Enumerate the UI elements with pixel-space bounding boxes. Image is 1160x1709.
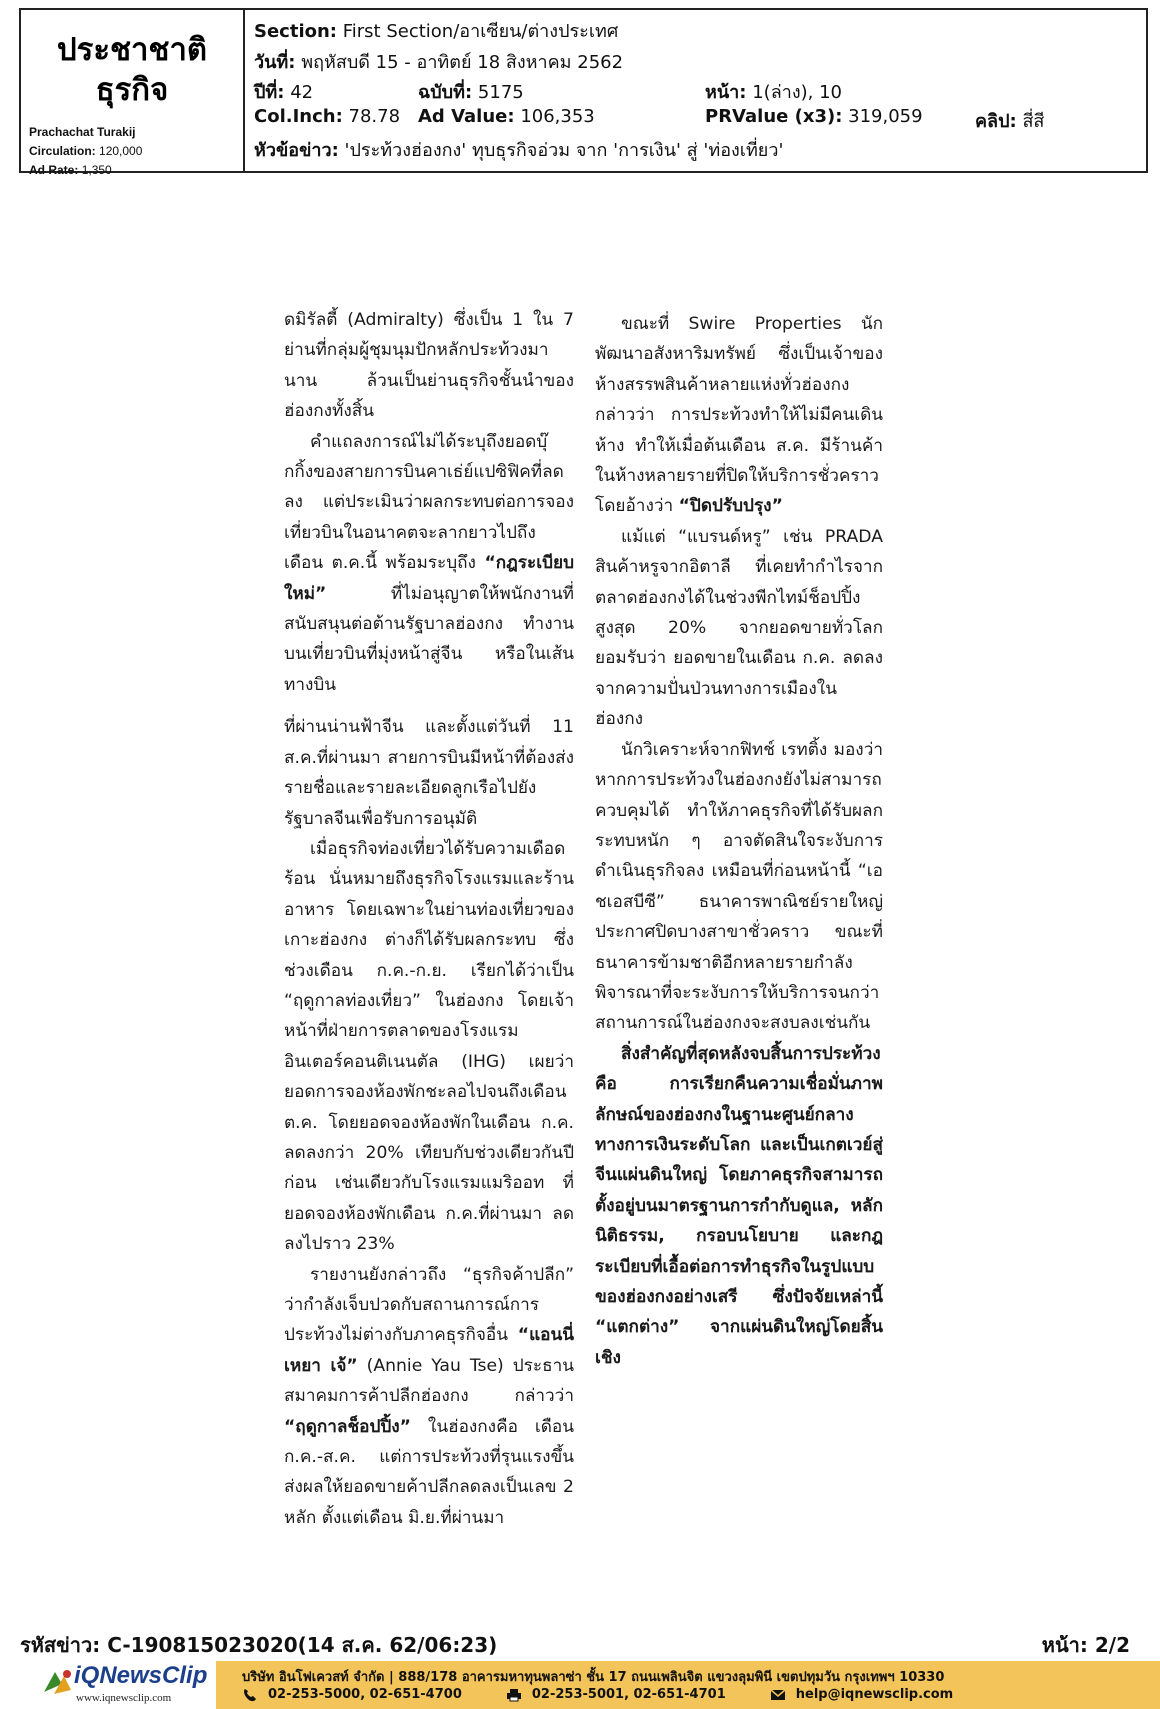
article-column-left	[284, 305, 574, 1533]
ad-rate: Ad Rate: 1,350	[29, 163, 112, 177]
section-row: Section: First Section/อาเซียน/ต่างประเทศ	[254, 21, 619, 42]
headline-row: หัวข้อข่าว: 'ประท้วงฮ่องกง' ทุบธุรกิจอ่วม จาก 'การเงิน' สู่ 'ท่องเที่ยว'	[254, 140, 784, 161]
iqnewsclip-logo	[40, 1662, 210, 1708]
colinch-field: Col.Inch: 78.78	[254, 106, 401, 127]
prvalue-field: PRValue (x3): 319,059	[705, 106, 923, 127]
phone-icon	[242, 1688, 258, 1702]
circulation: Circulation: 120,000	[29, 144, 143, 158]
publication-meta	[29, 123, 142, 180]
logo-url: www.iqnewsclip.com	[76, 1692, 172, 1704]
company-address: บริษัท อินโฟเควสท์ จำกัด | 888/178 อาคารมหาทุนพลาซ่า ชั้น 17 ถนนเพลินจิต แขวงลุมพินี เขตปทุมวัน กรุงเทพฯ 10330	[242, 1670, 945, 1685]
logo-text: iQNewsClip	[74, 1662, 208, 1689]
phone-numbers: 02-253-5000, 02-651-4700	[268, 1687, 462, 1702]
news-code: รหัสข่าว: C-190815023020(14 ส.ค. 62/06:23)	[20, 1633, 498, 1657]
page-number: หน้า: 2/2	[1041, 1633, 1130, 1657]
right-paragraph-4: สิ่งสำคัญที่สุดหลังจบสิ้นการประท้วง คือ การเรียกคืนความเชื่อมั่นภาพลักษณ์ของฮ่องกงในฐานะศูนย์กลางทางการเงินระดับโลก และเป็นเกตเวย์สู่จีนแผ่นดินใหญ่ โดยภาคธุรกิจสามารถตั้งอยู่บนมาตรฐานการกำกับดูแล, หลักนิติธรรม, กรอบนโยบาย และกฎระเบียบที่เอื้อต่อการทำธุรกิจในรูปแบบของฮ่องกงอย่างเสรี ซึ่งปัจจัยเหล่านี้ “แตกต่าง” จากแผ่นดินใหญ่โดยสิ้นเชิง	[595, 1043, 883, 1368]
article-column-right	[595, 309, 883, 1373]
left-paragraph-2-continued: ที่ผ่านน่านฟ้าจีน และตั้งแต่วันที่ 11 ส.ค.ที่ผ่านมา สายการบินมีหน้าที่ต้องส่งรายชื่อและรายละเอียดลูกเรือไปยังรัฐบาลจีนเพื่อรับการอนุมัติ	[284, 717, 574, 829]
publication-name-line1: ประชาชาติ	[56, 32, 207, 68]
footer-contact-bar	[216, 1661, 1160, 1709]
left-paragraph-1: ดมิรัลตี้ (Admiralty) ซึ่งเป็น 1 ใน 7 ย่านที่กลุ่มผู้ชุมนุมปักหลักประท้วงมานาน ล้วนเป็นย่านธุรกิจชั้นนำของฮ่องกงทั้งสิ้น	[284, 310, 574, 422]
date-row: วันที่: พฤหัสบดี 15 - อาทิตย์ 18 สิงหาคม 2562	[254, 52, 624, 73]
left-paragraph-2: คำแถลงการณ์ไม่ได้ระบุถึงยอดบุ๊กกิ้งของสายการบินคาเธ่ย์แปซิฟิคที่ลดลง แต่ประเมินว่าผลกระทบต่อการจองเที่ยวบินในอนาคตจะลากยาวไปถึงเดือน ต.ค.นี้ พร้อมระบุถึง “กฎระเบียบใหม่” ที่ไม่อนุญาตให้พนักงานที่สนับสนุนต่อต้านรัฐบาลฮ่องกง ทำงานบนเที่ยวบินที่มุ่งหน้าสู่จีน หรือในเส้นทางบิน	[284, 431, 574, 695]
issue-field: ฉบับที่: 5175	[418, 82, 524, 103]
right-paragraph-3: นักวิเคราะห์จากฟิทช์ เรทติ้ง มองว่า หากการประท้วงในฮ่องกงยังไม่สามารถควบคุมได้ ทำให้ภาคธุรกิจที่ได้รับผลกระทบหนัก ๆ อาจตัดสินใจระงับการดำเนินธุรกิจลง เหมือนที่ก่อนหน้านี้ “เอชเอสบีซี” ธนาคารพาณิชย์รายใหญ่ประกาศปิดบางสาขาชั่วคราว ขณะที่ธนาคารข้ามชาติอีกหลายรายกำลังพิจารณาที่จะระงับการให้บริการจนกว่าสถานการณ์ในฮ่องกงจะสงบลงเช่นกัน	[595, 739, 883, 1034]
page-field: หน้า: 1(ล่าง), 10	[705, 82, 842, 103]
logo-icon	[40, 1666, 74, 1700]
right-paragraph-2: แม้แต่ “แบรนด์หรู” เช่น PRADA สินค้าหรูจากอิตาลี ที่เคยทำกำไรจากตลาดฮ่องกงได้ในช่วงพีกไทม์ช็อปปิ้งสูงสุด 20% จากยอดขายทั่วโลก ยอมรับว่า ยอดขายในเดือน ก.ค. ลดลงจากความปั่นป่วนทางการเมืองในฮ่องกง	[595, 526, 883, 730]
year-field: ปีที่: 42	[254, 82, 314, 103]
fax-icon	[506, 1688, 522, 1702]
right-paragraph-1: ขณะที่ Swire Properties นักพัฒนาอสังหาริมทรัพย์ ซึ่งเป็นเจ้าของห้างสรรพสินค้าหลายแห่งทั่วฮ่องกง กล่าวว่า การประท้วงทำให้ไม่มีคนเดินห้าง ทำให้เมื่อต้นเดือน ส.ค. มีร้านค้าในห้างหลายรายที่ปิดให้บริการชั่วคราวโดยอ้างว่า “ปิดปรับปรุง”	[595, 314, 883, 517]
publication-name-line2: ธุรกิจ	[95, 72, 169, 108]
fax-numbers: 02-253-5001, 02-651-4701	[531, 1687, 726, 1702]
clip-meta	[245, 10, 1146, 171]
email-address[interactable]: help@iqnewsclip.com	[795, 1687, 954, 1702]
clip-field: คลิป: สี่สี	[975, 111, 1045, 132]
contact-line	[242, 1687, 953, 1702]
publication-name-en: Prachachat Turakij	[29, 125, 136, 139]
left-paragraph-4: รายงานยังกล่าวถึง “ธุรกิจค้าปลีก” ว่ากำลังเจ็บปวดกับสถานการณ์การประท้วงไม่ต่างกับภาคธุรกิจอื่น “แอนนี่ เหยา เจ้” (Annie Yau Tse) ประธานสมาคมการค้าปลีกฮ่องกง กล่าวว่า “ฤดูกาลช็อปปิ้ง” ในฮ่องกงคือ เดือน ก.ค.-ส.ค. แต่การประท้วงที่รุนแรงขึ้นส่งผลให้ยอดขายค้าปลีกลดลงเป็นเลข 2 หลัก ตั้งแต่เดือน มิ.ย.ที่ผ่านมา	[284, 1264, 574, 1528]
email-icon	[770, 1688, 786, 1702]
advalue-field: Ad Value: 106,353	[418, 106, 595, 127]
left-paragraph-3: เมื่อธุรกิจท่องเที่ยวได้รับความเดือดร้อน นั่นหมายถึงธุรกิจโรงแรมและร้านอาหาร โดยเฉพาะในย่านท่องเที่ยวของเกาะฮ่องกง ต่างก็ได้รับผลกระทบ ซึ่งช่วงเดือน ก.ค.-ก.ย. เรียกได้ว่าเป็น “ฤดูกาลท่องเที่ยว” ในฮ่องกง โดยเจ้าหน้าที่ฝ่ายการตลาดของโรงแรมอินเตอร์คอนติเนนตัล (IHG) เผยว่า ยอดการจองห้องพักชะลอไปจนถึงเดือน ต.ค. โดยยอดจองห้องพักในเดือน ก.ค. ลดลงกว่า 20% เทียบกับช่วงเดียวกันปีก่อน เช่นเดียวกับโรงแรมแมริออท ที่ยอดจองห้องพักเดือน ก.ค.ที่ผ่านมา ลดลงไปราว 23%	[284, 838, 574, 1255]
publication-logo	[21, 30, 243, 110]
clipping-header	[19, 8, 1148, 177]
publication-box	[21, 10, 245, 177]
